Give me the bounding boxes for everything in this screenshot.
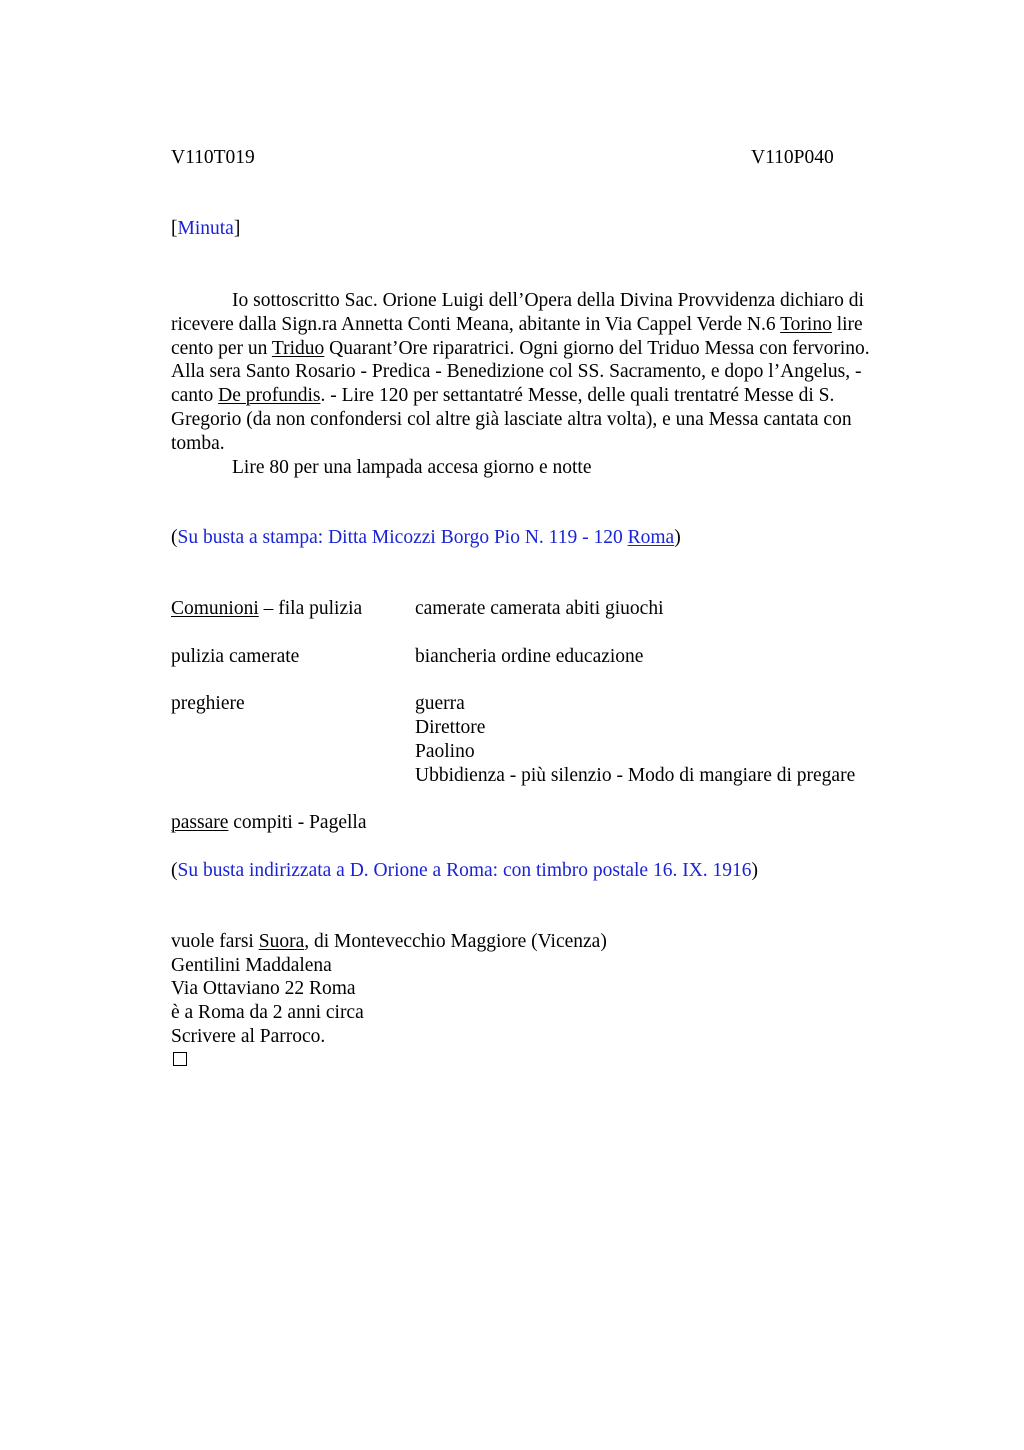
- paren-open: (: [171, 860, 178, 881]
- envelope-note-2: [171, 859, 758, 883]
- declaration-line: Alla sera Santo Rosario - Predica - Benedizione col SS. Sacramento, e dopo l’Angelus, -: [171, 361, 862, 383]
- declaration-paragraph: [171, 289, 916, 479]
- empty-box-glyph: [173, 1052, 187, 1066]
- notes-row-1-left: [171, 597, 362, 621]
- text-span: cento per un: [171, 337, 272, 359]
- minuta-label: [171, 217, 240, 241]
- text-span: Quarant’Ore riparatrici. Ogni giorno del Triduo Messa con fervorino.: [324, 337, 870, 359]
- notes-row-1-right: camerate camerata abiti giuochi: [415, 598, 664, 619]
- notes-row-2-left: pulizia camerate: [171, 646, 300, 667]
- declaration-line: Io sottoscritto Sac. Orione Luigi dell’Opera della Divina Provvidenza dichiaro di: [232, 290, 864, 311]
- declaration-line: [171, 313, 916, 337]
- final-line-1: [171, 930, 607, 954]
- declaration-line: Gregorio (da non confondersi col altre già lasciate altra volta), e una Messa cantata con: [171, 408, 852, 430]
- notes-row-3-right-4: Ubbidienza - più silenzio - Modo di mangiare di pregare: [415, 765, 856, 786]
- document-code-left: V110T019: [171, 147, 255, 168]
- notes-row-3-left: preghiere: [171, 693, 245, 714]
- note-text: Su busta indirizzata a D. Orione a Roma: con timbro postale 16. IX. 1916: [177, 860, 752, 881]
- declaration-line: [171, 337, 916, 361]
- declaration-line: tomba.: [171, 432, 225, 454]
- underlined-triduo: Triduo: [271, 337, 325, 359]
- text-span: lire: [831, 313, 863, 335]
- underlined-passare: passare: [171, 812, 229, 833]
- note-text: Su busta a stampa: Ditta Micozzi Borgo Pio N. 119 - 120: [177, 527, 628, 548]
- text-span: , di Montevecchio Maggiore (Vicenza): [304, 931, 607, 952]
- notes-row-3-right-3: Paolino: [415, 741, 475, 762]
- text-span: vuole farsi: [171, 931, 259, 952]
- text-span: ricevere dalla Sign.ra Annetta Conti Meana, abitante in Via Cappel Verde N.6: [171, 313, 781, 335]
- underlined-suora: Suora: [258, 931, 305, 952]
- text-span: – fila pulizia: [258, 598, 363, 619]
- declaration-line: Lire 80 per una lampada accesa giorno e notte: [232, 456, 592, 478]
- document-code-right: V110P040: [751, 147, 834, 168]
- envelope-note-1: [171, 526, 681, 550]
- underlined-roma: Roma: [627, 527, 675, 548]
- text-span: compiti - Pagella: [228, 812, 367, 833]
- bracket-close: ]: [233, 218, 241, 239]
- final-line-2: Gentilini Maddalena: [171, 955, 332, 976]
- final-line-5: Scrivere al Parroco.: [171, 1026, 326, 1047]
- notes-row-2-right: biancheria ordine educazione: [415, 646, 644, 667]
- paren-close: ): [674, 527, 681, 548]
- notes-row-3-right-1: guerra: [415, 693, 465, 714]
- underlined-de-profundis: De profundis: [218, 385, 321, 407]
- final-line-4: è a Roma da 2 anni circa: [171, 1002, 364, 1023]
- underlined-comunioni: Comunioni: [171, 598, 259, 619]
- underlined-torino: Torino: [780, 313, 832, 335]
- text-span: . - Lire 120 per settantatré Messe, delle quali trentatré Messe di S.: [320, 385, 835, 407]
- text-span: canto: [171, 385, 219, 407]
- declaration-line: [171, 384, 916, 408]
- paren-close: ): [751, 860, 759, 881]
- notes-row-4: [171, 811, 366, 835]
- paren-open: (: [171, 527, 178, 548]
- final-line-3: Via Ottaviano 22 Roma: [171, 978, 356, 999]
- notes-row-3-right-2: Direttore: [415, 717, 486, 738]
- minuta-text: Minuta: [177, 218, 234, 239]
- bracket-open: [: [171, 218, 178, 239]
